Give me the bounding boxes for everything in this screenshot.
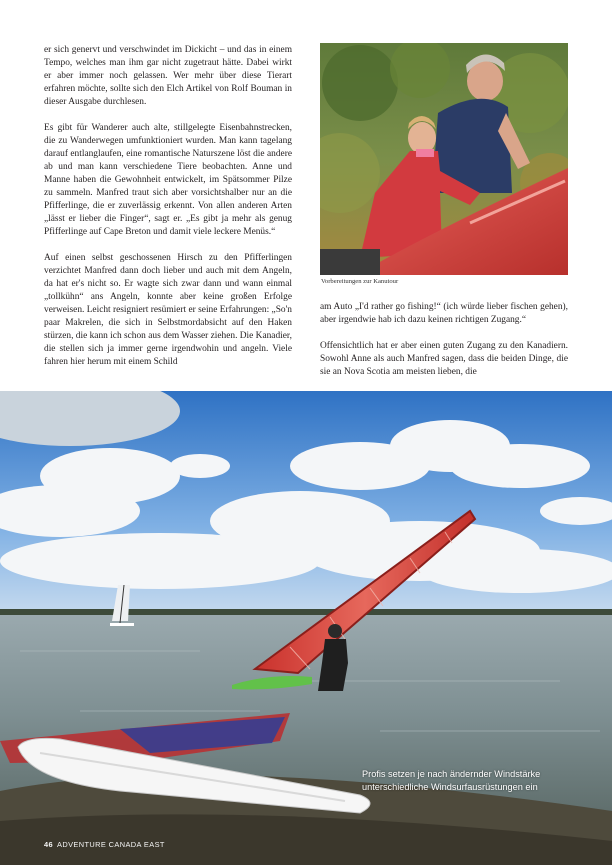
left-text-column: [44, 44, 292, 369]
paragraph: Es gibt für Wanderer auch alte, stillgelegte Eisenbahnstrecken, die zu Wanderwegen umfunktioniert wurden. Man kann tagelang darauf entlanglaufen, eine romantische Naturszene löst die andere ab und man kann verschiedene Tiere beobachten. Anne und Manne haben die Gewohnheit entwickelt, im Spätsommer Pilze zu sammeln. Manfred traut sich aber vorsichtshalber nur an die Pfifferlinge, die er zuverlässig erkennt. Von allen anderen Arten „lässt er lieber die Finger“, sagt er. „Es gibt ja mehr als genug Pfifferlinge auf Cape Breton und damit viele leckere Menüs.“: [44, 123, 292, 237]
paragraph: er sich genervt und verschwindet im Dickicht – und das in einem Tempo, welches man ihm gar nicht zugetraut hätte. Dabei wirkt er aber immer noch gelassen. Wer mehr über diese Tierart erfahren möchte, sollte sich den Elch Artikel von Rolf Bouman in dieser Ausgabe durchlesen.: [44, 45, 292, 107]
canoe-photo: [320, 43, 568, 275]
page-number: 46: [44, 840, 54, 849]
publication-name: ADVENTURE CANADA EAST: [57, 840, 165, 849]
page-footer: [44, 840, 165, 849]
paragraph: Offensichtlich hat er aber einen guten Zugang zu den Kanadiern. Sowohl Anne als auch Manfred sagen, dass die beiden Dinge, die sie an Nova Scotia am meisten lieben, die: [320, 341, 568, 377]
photo-caption: Vorbereitungen zur Kanutour: [321, 278, 399, 285]
paragraph: am Auto „I'd rather go fishing!“ (ich würde lieber fischen gehen), aber irgendwie hab ich dazu keinen richtigen Zugang.“: [320, 302, 568, 325]
right-text-column: [320, 301, 568, 379]
caption-line: Profis setzen je nach ändernder Windstärke: [362, 769, 541, 779]
windsurf-caption: [362, 768, 582, 794]
caption-line: unterschiedliche Windsurfausrüstungen ein: [362, 782, 538, 792]
paragraph: Auf einen selbst geschossenen Hirsch zu den Pfifferlingen verzichtet Manfred dann doch lieber und auch mit dem Angeln, da hat er's nicht so. Er wagte sich zwar dann und wann einmal „tollkühn“ ans Angeln, konnte aber keine großen Erfolge verweisen. Leicht resigniert resümiert er seine Erfahrungen: „So'n paar Makrelen, die sich in Selbstmordabsicht auf den Haken stürzen, die kann ich schon aus dem Wasser ziehen. Die Kanadier, die stellen sich ja immer gerne irgendwohin und angeln. Viele fahren hier herum mit einem Schild: [44, 253, 292, 367]
